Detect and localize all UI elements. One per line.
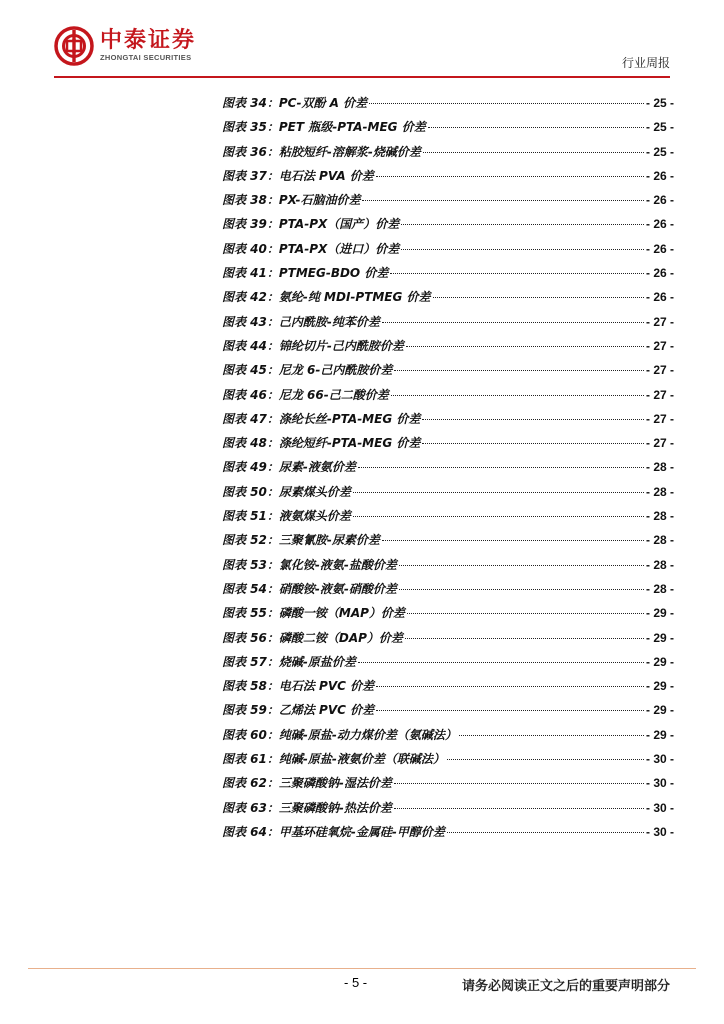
toc-entry-page: - 29 - [645,703,674,718]
page-header [0,0,724,80]
toc-leader-dots [382,540,644,541]
toc-entry-label: 图表 58：电石法 PVC 价差 [222,679,375,694]
toc-entry[interactable] [222,701,674,725]
toc-leader-dots [401,249,644,250]
footer-disclaimer: 请务必阅读正文之后的重要声明部分 [461,979,670,994]
toc-entry-label: 图表 44：锦纶切片-己内酰胺价差 [222,338,404,353]
toc-leader-dots [376,686,644,687]
toc-entry-label: 图表 37：电石法 PVA 价差 [222,168,374,183]
toc-entry-label: 图表 35：PET 瓶级-PTA-MEG 价差 [222,120,426,135]
toc-leader-dots [401,224,644,225]
toc-entry[interactable] [222,556,674,580]
toc-entry-page: - 25 - [645,96,674,110]
toc-entry-page: - 30 - [645,776,674,791]
toc-leader-dots [353,516,644,517]
toc-entry-label: 图表 52：三聚氰胺-尿素价差 [222,533,380,548]
toc-entry-label: 图表 47：涤纶长丝-PTA-MEG 价差 [222,411,421,426]
toc-entry-page: - 25 - [645,120,674,135]
toc-entry[interactable] [222,726,674,750]
toc-leader-dots [428,127,644,128]
toc-entry[interactable] [222,750,674,774]
toc-entry-page: - 28 - [645,509,674,524]
toc-entry-page: - 26 - [645,193,674,208]
toc-entry[interactable] [222,191,674,215]
toc-entry-page: - 27 - [645,387,674,402]
toc-entry[interactable] [222,143,674,167]
toc-leader-dots [405,638,644,639]
company-logo [54,26,196,66]
toc-leader-dots [423,152,644,153]
logo-chinese-name: 中泰证券 [100,28,197,53]
toc-entry[interactable] [222,823,674,847]
toc-entry-page: - 26 - [645,168,674,183]
toc-entry-page: - 28 - [645,484,674,499]
toc-entry-label: 图表 34：PC-双酚 A 价差 [222,96,368,110]
toc-entry-label: 图表 56：磷酸二铵（DAP）价差 [222,630,403,645]
toc-entry-label: 图表 40：PTA-PX（进口）价差 [222,241,400,256]
toc-entry[interactable] [222,313,674,337]
toc-leader-dots [399,565,644,566]
toc-leader-dots [391,395,644,396]
toc-entry-label: 图表 50：尿素煤头价差 [222,484,351,499]
toc-leader-dots [394,370,644,371]
toc-entry[interactable] [222,458,674,482]
toc-entry-page: - 30 - [645,824,674,839]
toc-entry-label: 图表 49：尿素-液氨价差 [222,460,356,475]
toc-entry-page: - 26 - [645,266,674,281]
toc-leader-dots [382,322,644,323]
toc-entry[interactable] [222,604,674,628]
toc-entry-label: 图表 42：氨纶-纯 MDI-PTMEG 价差 [222,290,431,305]
toc-entry-label: 图表 62：三聚磷酸钠-湿法价差 [222,776,392,791]
toc-entry[interactable] [222,118,674,142]
toc-leader-dots [362,200,644,201]
toc-entry-page: - 27 - [645,338,674,353]
toc-entry[interactable] [222,580,674,604]
toc-entry-page: - 27 - [645,411,674,426]
toc-entry-label: 图表 43：己内酰胺-纯苯价差 [222,314,380,329]
toc-entry[interactable] [222,483,674,507]
toc-entry[interactable] [222,531,674,555]
toc-leader-dots [422,443,644,444]
toc-entry-page: - 29 - [645,654,674,669]
toc-entry-label: 图表 61：纯碱-原盐-液氨价差（联碱法） [222,752,445,767]
toc-entry-label: 图表 55：磷酸一铵（MAP）价差 [222,606,405,621]
toc-entry-page: - 29 - [645,630,674,645]
toc-leader-dots [394,783,644,784]
toc-entry[interactable] [222,240,674,264]
toc-entry[interactable] [222,361,674,385]
toc-leader-dots [353,492,644,493]
table-of-figures [222,94,674,847]
toc-entry-label: 图表 41：PTMEG-BDO 价差 [222,266,389,281]
toc-entry-label: 图表 54：硝酸铵-液氨-硝酸价差 [222,581,397,596]
toc-entry-page: - 26 - [645,217,674,232]
toc-leader-dots [390,273,644,274]
toc-entry-page: - 30 - [645,800,674,815]
toc-entry-page: - 26 - [645,290,674,305]
toc-leader-dots [358,662,644,663]
toc-entry-label: 图表 45：尼龙 6-己内酰胺价差 [222,363,393,378]
toc-leader-dots [394,808,644,809]
toc-entry[interactable] [222,677,674,701]
toc-entry[interactable] [222,410,674,434]
toc-entry-page: - 28 - [645,533,674,548]
logo-english-name: ZHONGTAI SECURITIES [100,53,192,62]
toc-entry[interactable] [222,774,674,798]
toc-entry[interactable] [222,167,674,191]
toc-leader-dots [459,735,644,736]
toc-entry-page: - 28 - [645,581,674,596]
toc-entry[interactable] [222,215,674,239]
toc-entry[interactable] [222,264,674,288]
report-type-label: 行业周报 [621,56,670,70]
toc-entry[interactable] [222,653,674,677]
toc-entry-label: 图表 53：氯化铵-液氨-盐酸价差 [222,557,397,572]
toc-entry-label: 图表 36：粘胶短纤-溶解浆-烧碱价差 [222,144,421,159]
toc-entry-page: - 28 - [645,557,674,572]
toc-entry[interactable] [222,434,674,458]
toc-entry[interactable] [222,799,674,823]
toc-entry-page: - 26 - [645,241,674,256]
toc-entry-page: - 29 - [645,727,674,742]
toc-entry-label: 图表 64：甲基环硅氧烷-金属硅-甲醇价差 [222,824,445,839]
toc-leader-dots [369,103,644,104]
toc-leader-dots [433,297,644,298]
toc-entry-label: 图表 60：纯碱-原盐-动力煤价差（氨碱法） [222,727,457,742]
zhongtai-logo-icon [54,26,94,66]
toc-leader-dots [376,176,644,177]
toc-entry[interactable] [222,337,674,361]
toc-entry[interactable] [222,94,674,118]
toc-entry-label: 图表 39：PTA-PX（国产）价差 [222,217,400,232]
toc-leader-dots [447,759,644,760]
header-divider [54,76,670,78]
toc-entry-label: 图表 59：乙烯法 PVC 价差 [222,703,375,718]
toc-entry-label: 图表 48：涤纶短纤-PTA-MEG 价差 [222,436,421,451]
toc-entry-label: 图表 38：PX-石脑油价差 [222,193,361,208]
toc-entry-page: - 27 - [645,363,674,378]
toc-entry[interactable] [222,629,674,653]
toc-entry-page: - 30 - [645,752,674,767]
toc-leader-dots [447,832,644,833]
toc-entry-page: - 27 - [645,314,674,329]
toc-entry-label: 图表 46：尼龙 66-己二酸价差 [222,387,389,402]
toc-entry-label: 图表 57：烧碱-原盐价差 [222,654,356,669]
toc-entry-label: 图表 63：三聚磷酸钠-热法价差 [222,800,392,815]
toc-leader-dots [376,710,644,711]
toc-entry-page: - 25 - [645,144,674,159]
toc-entry-page: - 27 - [645,436,674,451]
toc-entry-page: - 29 - [645,606,674,621]
toc-entry-page: - 29 - [645,679,674,694]
toc-leader-dots [399,589,644,590]
footer-page-number: - 5 - [344,975,368,990]
toc-leader-dots [406,346,644,347]
toc-entry[interactable] [222,386,674,410]
footer-divider [28,968,696,969]
toc-entry[interactable] [222,288,674,312]
toc-entry[interactable] [222,507,674,531]
toc-leader-dots [422,419,644,420]
toc-leader-dots [407,613,644,614]
toc-entry-label: 图表 51：液氨煤头价差 [222,509,351,524]
toc-entry-page: - 28 - [645,460,674,475]
toc-leader-dots [358,467,644,468]
